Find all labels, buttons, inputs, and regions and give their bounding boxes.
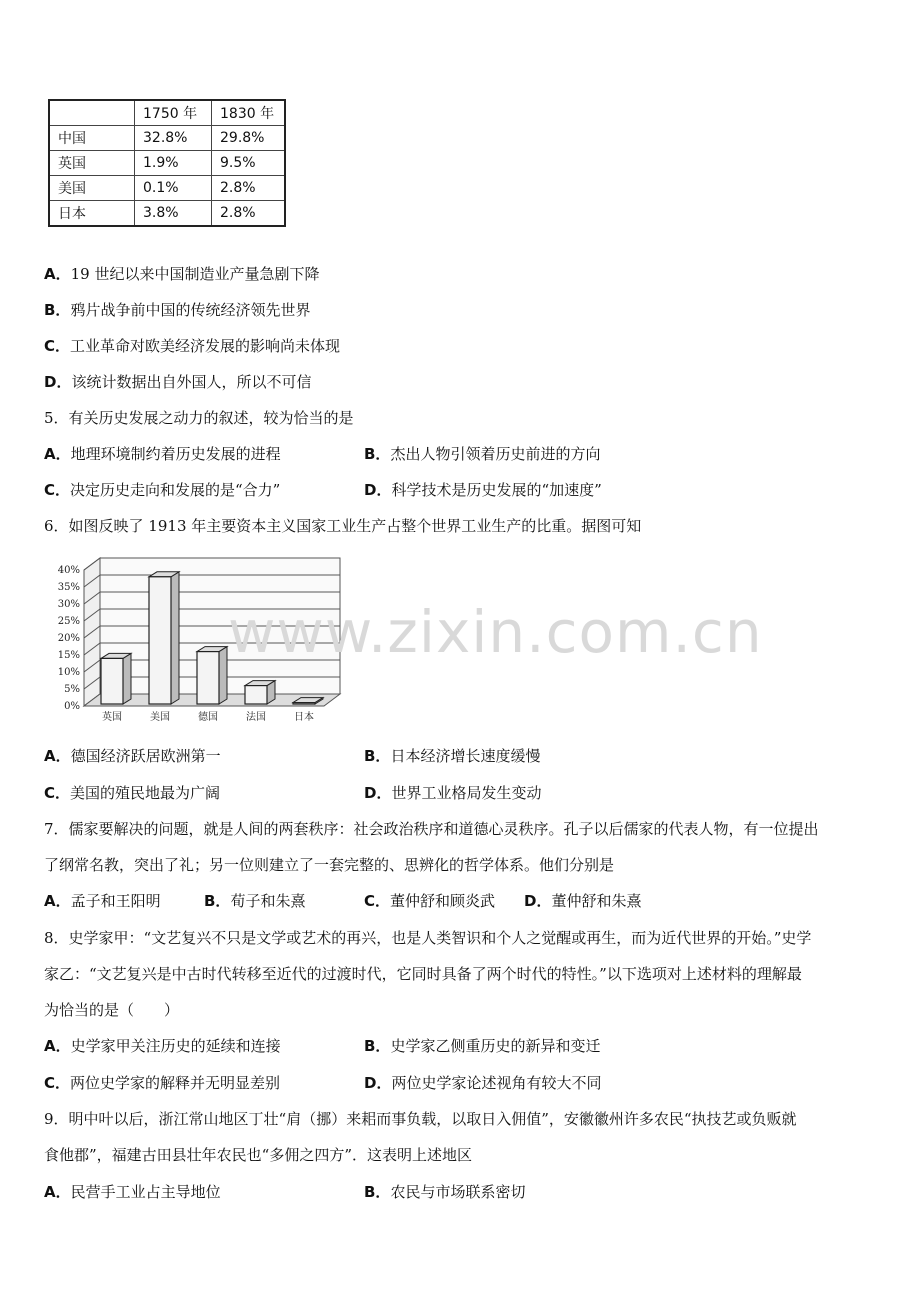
table-cell: 2.8% xyxy=(212,176,286,201)
q6-stem: 6．如图反映了 1913 年主要资本主义国家工业生产占整个世界工业生产的比重。据图可知 xyxy=(44,517,642,535)
q5-option-c xyxy=(44,480,280,500)
bar xyxy=(149,577,171,704)
option-text: 史学家乙侧重历史的新异和变迁 xyxy=(390,1037,601,1055)
option-text: 世界工业格局发生变动 xyxy=(391,784,542,802)
table-cell: 日本 xyxy=(49,201,135,227)
option-text: 地理环境制约着历史发展的进程 xyxy=(70,445,281,463)
q4-option-d xyxy=(44,372,311,392)
bar-side xyxy=(219,647,227,704)
option-label: A． xyxy=(44,747,71,765)
table-header-cell: 1830 年 xyxy=(212,100,286,126)
bar xyxy=(101,658,123,704)
option-text: 科学技术是历史发展的“加速度” xyxy=(391,481,602,499)
table-cell: 29.8% xyxy=(212,126,286,151)
table-cell: 3.8% xyxy=(135,201,212,227)
table-cell: 英国 xyxy=(49,151,135,176)
option-label: D． xyxy=(364,1074,392,1092)
x-tick-label: 英国 xyxy=(102,712,122,723)
table-row xyxy=(49,151,285,176)
option-text: 董仲舒和顾炎武 xyxy=(390,892,496,910)
y-tick-label: 25% xyxy=(57,616,80,627)
table-cell: 中国 xyxy=(49,126,135,151)
q7-option-b xyxy=(204,891,305,911)
option-label: C． xyxy=(44,1074,71,1092)
q9-option-b xyxy=(364,1182,525,1202)
q6-option-d xyxy=(364,783,541,803)
bar-side xyxy=(123,653,131,704)
q6-option-b xyxy=(364,746,540,766)
y-tick-label: 30% xyxy=(57,599,80,610)
q6-option-a xyxy=(44,746,221,766)
q7-option-c xyxy=(364,891,495,911)
q7-option-d xyxy=(524,891,641,911)
option-label: C． xyxy=(44,481,71,499)
option-label: B． xyxy=(364,1183,391,1201)
option-label: C． xyxy=(44,337,71,355)
option-text: 两位史学家论述视角有较大不同 xyxy=(391,1074,602,1092)
option-text: 德国经济跃居欧洲第一 xyxy=(70,747,221,765)
option-text: 鸦片战争前中国的传统经济领先世界 xyxy=(70,301,311,319)
option-label: A． xyxy=(44,445,71,463)
option-label: B． xyxy=(364,747,391,765)
option-label: A． xyxy=(44,1037,71,1055)
x-tick-label: 德国 xyxy=(198,712,218,723)
q9-option-a xyxy=(44,1182,221,1202)
y-tick-label: 35% xyxy=(57,582,80,593)
q8-option-d xyxy=(364,1073,601,1093)
q6-option-c xyxy=(44,783,220,803)
y-tick-label: 40% xyxy=(57,565,80,576)
option-label: A． xyxy=(44,265,71,283)
q8-stem-line3: 为恰当的是（ ） xyxy=(44,1001,180,1019)
q7-option-a xyxy=(44,891,161,911)
option-text: 董仲舒和朱熹 xyxy=(551,892,642,910)
table-row xyxy=(49,201,285,227)
q8-stem-line1: 8．史学家甲：“文艺复兴不只是文学或艺术的再兴，也是人类智识和个人之觉醒或再生，而为近代世界的开始。”史学 xyxy=(44,929,812,947)
q9-stem-line1: 9．明中叶以后，浙江常山地区丁壮“肩（挪）来耜而事负载，以取日入佣值”，安徽徽州许多农民“执技艺或负贩就 xyxy=(44,1110,797,1128)
q4-option-c xyxy=(44,336,340,356)
q8-option-a xyxy=(44,1036,281,1056)
option-text: 两位史学家的解释并无明显差别 xyxy=(70,1074,281,1092)
option-label: B． xyxy=(204,892,231,910)
table-cell: 0.1% xyxy=(135,176,212,201)
bar xyxy=(293,703,315,704)
option-label: B． xyxy=(364,445,391,463)
option-text: 美国的殖民地最为广阔 xyxy=(70,784,221,802)
option-label: A． xyxy=(44,1183,71,1201)
x-tick-label: 法国 xyxy=(246,712,266,723)
table-cell: 9.5% xyxy=(212,151,286,176)
table-header-row xyxy=(49,100,285,126)
option-label: C． xyxy=(44,784,71,802)
x-tick-label: 美国 xyxy=(150,712,170,723)
option-label: B． xyxy=(364,1037,391,1055)
data-table xyxy=(48,99,286,227)
q9-stem-line2: 食他郡”，福建古田县壮年农民也“多佣之四方”．这表明上述地区 xyxy=(44,1146,473,1164)
q4-option-a xyxy=(44,264,319,284)
option-label: C． xyxy=(364,892,391,910)
q5-option-a xyxy=(44,444,281,464)
option-text: 农民与市场联系密切 xyxy=(390,1183,526,1201)
option-text: 民营手工业占主导地位 xyxy=(70,1183,221,1201)
q4-option-b xyxy=(44,300,310,320)
bar-side xyxy=(171,572,179,704)
table-header-cell xyxy=(49,100,135,126)
table-cell: 2.8% xyxy=(212,201,286,227)
q5-option-b xyxy=(364,444,600,464)
q5-stem: 5．有关历史发展之动力的叙述，较为恰当的是 xyxy=(44,409,354,427)
x-tick-label: 日本 xyxy=(294,712,314,723)
option-text: 荀子和朱熹 xyxy=(230,892,306,910)
option-text: 该统计数据出自外国人，所以不可信 xyxy=(71,373,312,391)
q7-stem-line2: 了纲常名教，突出了礼；另一位则建立了一套完整的、思辨化的哲学体系。他们分别是 xyxy=(44,856,615,874)
option-text: 史学家甲关注历史的延续和连接 xyxy=(70,1037,281,1055)
table-cell: 32.8% xyxy=(135,126,212,151)
bar xyxy=(245,686,267,704)
option-text: 日本经济增长速度缓慢 xyxy=(390,747,541,765)
table-cell: 美国 xyxy=(49,176,135,201)
q5-option-d xyxy=(364,480,602,500)
option-label: D． xyxy=(364,784,392,802)
y-tick-label: 5% xyxy=(64,684,80,695)
option-text: 杰出人物引领着历史前进的方向 xyxy=(390,445,601,463)
y-tick-label: 10% xyxy=(57,667,80,678)
table-cell: 1.9% xyxy=(135,151,212,176)
option-text: 工业革命对欧美经济发展的影响尚未体现 xyxy=(70,337,341,355)
y-tick-label: 20% xyxy=(57,633,80,644)
option-label: B． xyxy=(44,301,71,319)
option-label: A． xyxy=(44,892,71,910)
option-label: D． xyxy=(524,892,552,910)
watermark: www.zixin.com.cn xyxy=(228,598,763,666)
q8-stem-line2: 家乙：“文艺复兴是中古时代转移至近代的过渡时代，它同时具备了两个时代的特性。”以下选项对上述材料的理解最 xyxy=(44,965,802,983)
option-text: 19 世纪以来中国制造业产量急剧下降 xyxy=(70,265,320,283)
table-header-cell: 1750 年 xyxy=(135,100,212,126)
q8-option-c xyxy=(44,1073,280,1093)
y-tick-label: 15% xyxy=(57,650,80,661)
table-row xyxy=(49,176,285,201)
option-text: 孟子和王阳明 xyxy=(70,892,161,910)
option-label: D． xyxy=(44,373,72,391)
option-label: D． xyxy=(364,481,392,499)
y-tick-label: 0% xyxy=(64,701,80,712)
table-row xyxy=(49,126,285,151)
bar xyxy=(197,652,219,704)
option-text: 决定历史走向和发展的是“合力” xyxy=(70,481,281,499)
q8-option-b xyxy=(364,1036,600,1056)
q7-stem-line1: 7．儒家要解决的问题，就是人间的两套秩序：社会政治秩序和道德心灵秩序。孔子以后儒家的代表人物，有一位提出 xyxy=(44,820,819,838)
